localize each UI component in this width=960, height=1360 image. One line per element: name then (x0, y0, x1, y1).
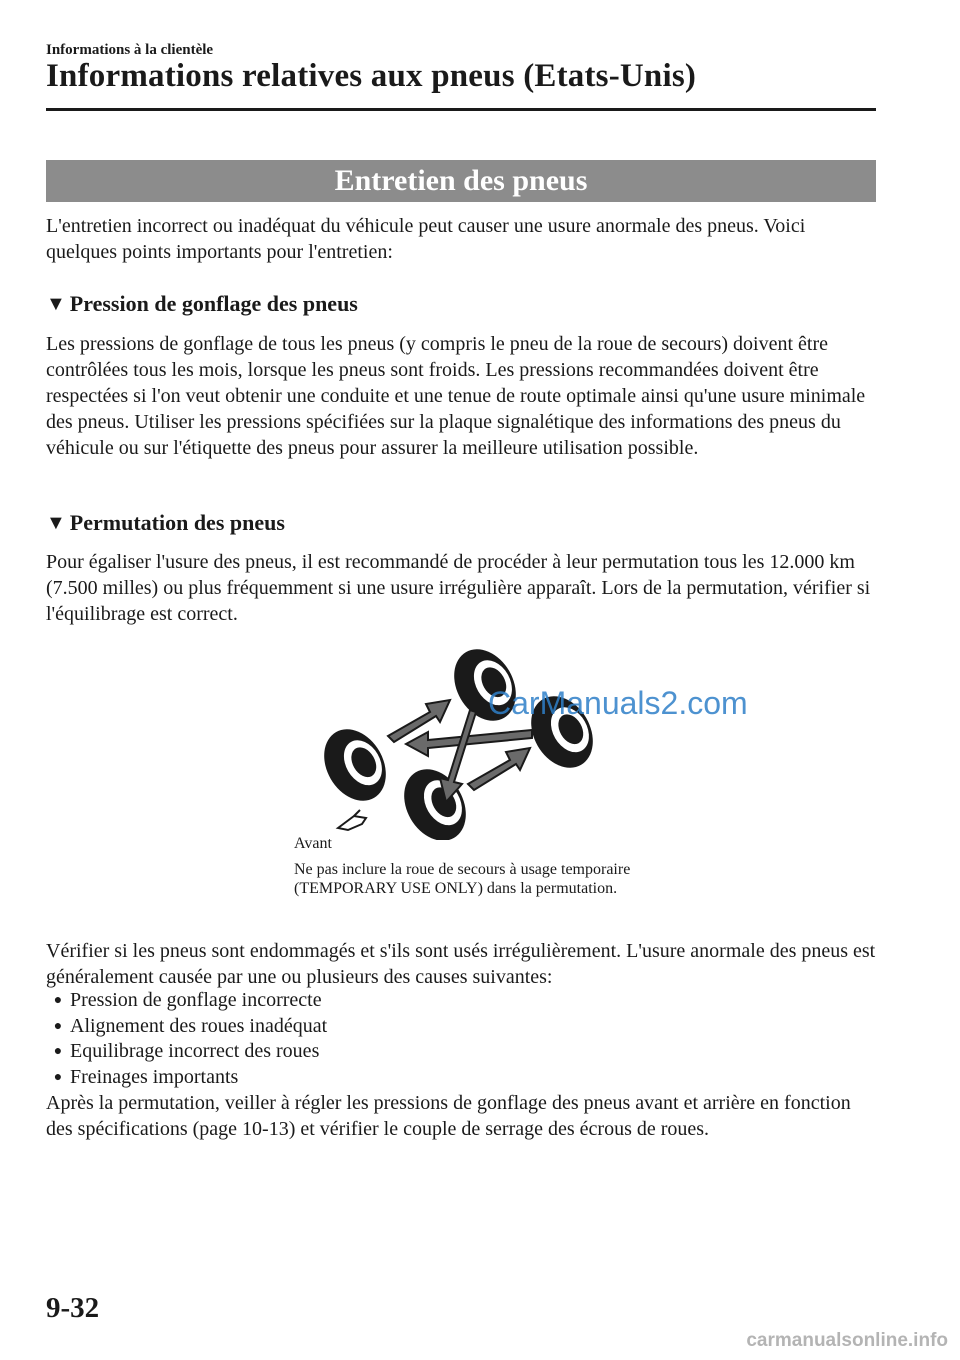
front-left-tire-icon (312, 718, 398, 812)
bullet-icon: ● (53, 993, 63, 1008)
arrow-left-front-to-right-front-icon (388, 700, 450, 742)
watermark-main: CarManuals2.com (488, 685, 748, 721)
title-divider (46, 108, 876, 111)
bullet-icon: ● (53, 1069, 63, 1085)
rotation-paragraph: Pour égaliser l'usure des pneus, il est recommandé de procéder à leur permutation tous les 12.000 km (7.500 milles) ou plus fréquemment si une usure irrégulière apparaît. Lors de la permutation, vérifier si l'équilibrage est correct. (46, 551, 871, 625)
list-item: ● Freinages importants (46, 1065, 327, 1091)
front-label: Avant (294, 835, 332, 852)
pressure-paragraph: Les pressions de gonflage de tous les pneus (y compris le pneu de la roue de secours) doivent être contrôlées tous les mois, lorsque les pneus sont froids. Les pressions recommandées doivent être respectées si l'on veut obtenir une conduite et une tenue de route optimale ainsi qu'une usure minimale des pneus. Utiliser les pressions spécifiées sur la plaque signalétique des informations des pneus du véhicule ou sur l'étiquette des pneus pour assurer la meilleure utilisation possible. (46, 333, 866, 459)
pressure-heading (46, 291, 358, 317)
triangle-down-icon: ▼ (46, 292, 66, 315)
list-item: ● Alignement des roues inadéquat (46, 1014, 327, 1040)
intro-paragraph: L'entretien incorrect ou inadéquat du véhicule peut causer une usure anormale des pneus. Voici quelques points importants pour l'entretien: (46, 215, 806, 263)
page-title: Informations relatives aux pneus (Etats-Unis) (46, 58, 697, 94)
list-item: ● Pression de gonflage incorrecte (46, 988, 327, 1014)
rear-left-tire-icon (392, 758, 478, 840)
closing-paragraph: Après la permutation, veiller à régler les pressions de gonflage des pneus avant et arrière en fonction des spécifications (page 10-13) et vérifier le couple de serrage des écrous de roues. (46, 1092, 851, 1140)
bullet-icon: ● (53, 1018, 63, 1034)
watermark-footer: carmanualsonline.info (746, 1330, 948, 1351)
triangle-down-icon: ▼ (46, 511, 66, 534)
tire-rotation-diagram (270, 640, 690, 840)
list-item: ● Equilibrage incorrect des roues (46, 1039, 327, 1065)
inspection-paragraph: Vérifier si les pneus sont endommagés et s'ils sont usés irrégulièrement. L'usure anormale des pneus est généralement causée par une ou plusieurs des causes suivantes: (46, 940, 876, 988)
arrow-left-rear-to-right-rear-icon (468, 748, 530, 790)
bullet-icon: ● (53, 1044, 63, 1059)
section-banner: Entretien des pneus (46, 160, 876, 202)
figure-note: Ne pas inclure la roue de secours à usage temporaire (TEMPORARY USE ONLY) dans la permutation. (294, 861, 631, 897)
causes-list (46, 988, 327, 1090)
rotation-heading (46, 510, 285, 536)
pressure-heading-text: Pression de gonflage des pneus (69, 291, 358, 316)
front-direction-hand-icon (338, 810, 366, 830)
page-number: 9-32 (46, 1292, 100, 1324)
chapter-label: Informations à la clientèle (46, 42, 214, 58)
rotation-heading-text: Permutation des pneus (69, 510, 285, 535)
arrow-right-front-to-left-rear-icon (440, 710, 476, 802)
